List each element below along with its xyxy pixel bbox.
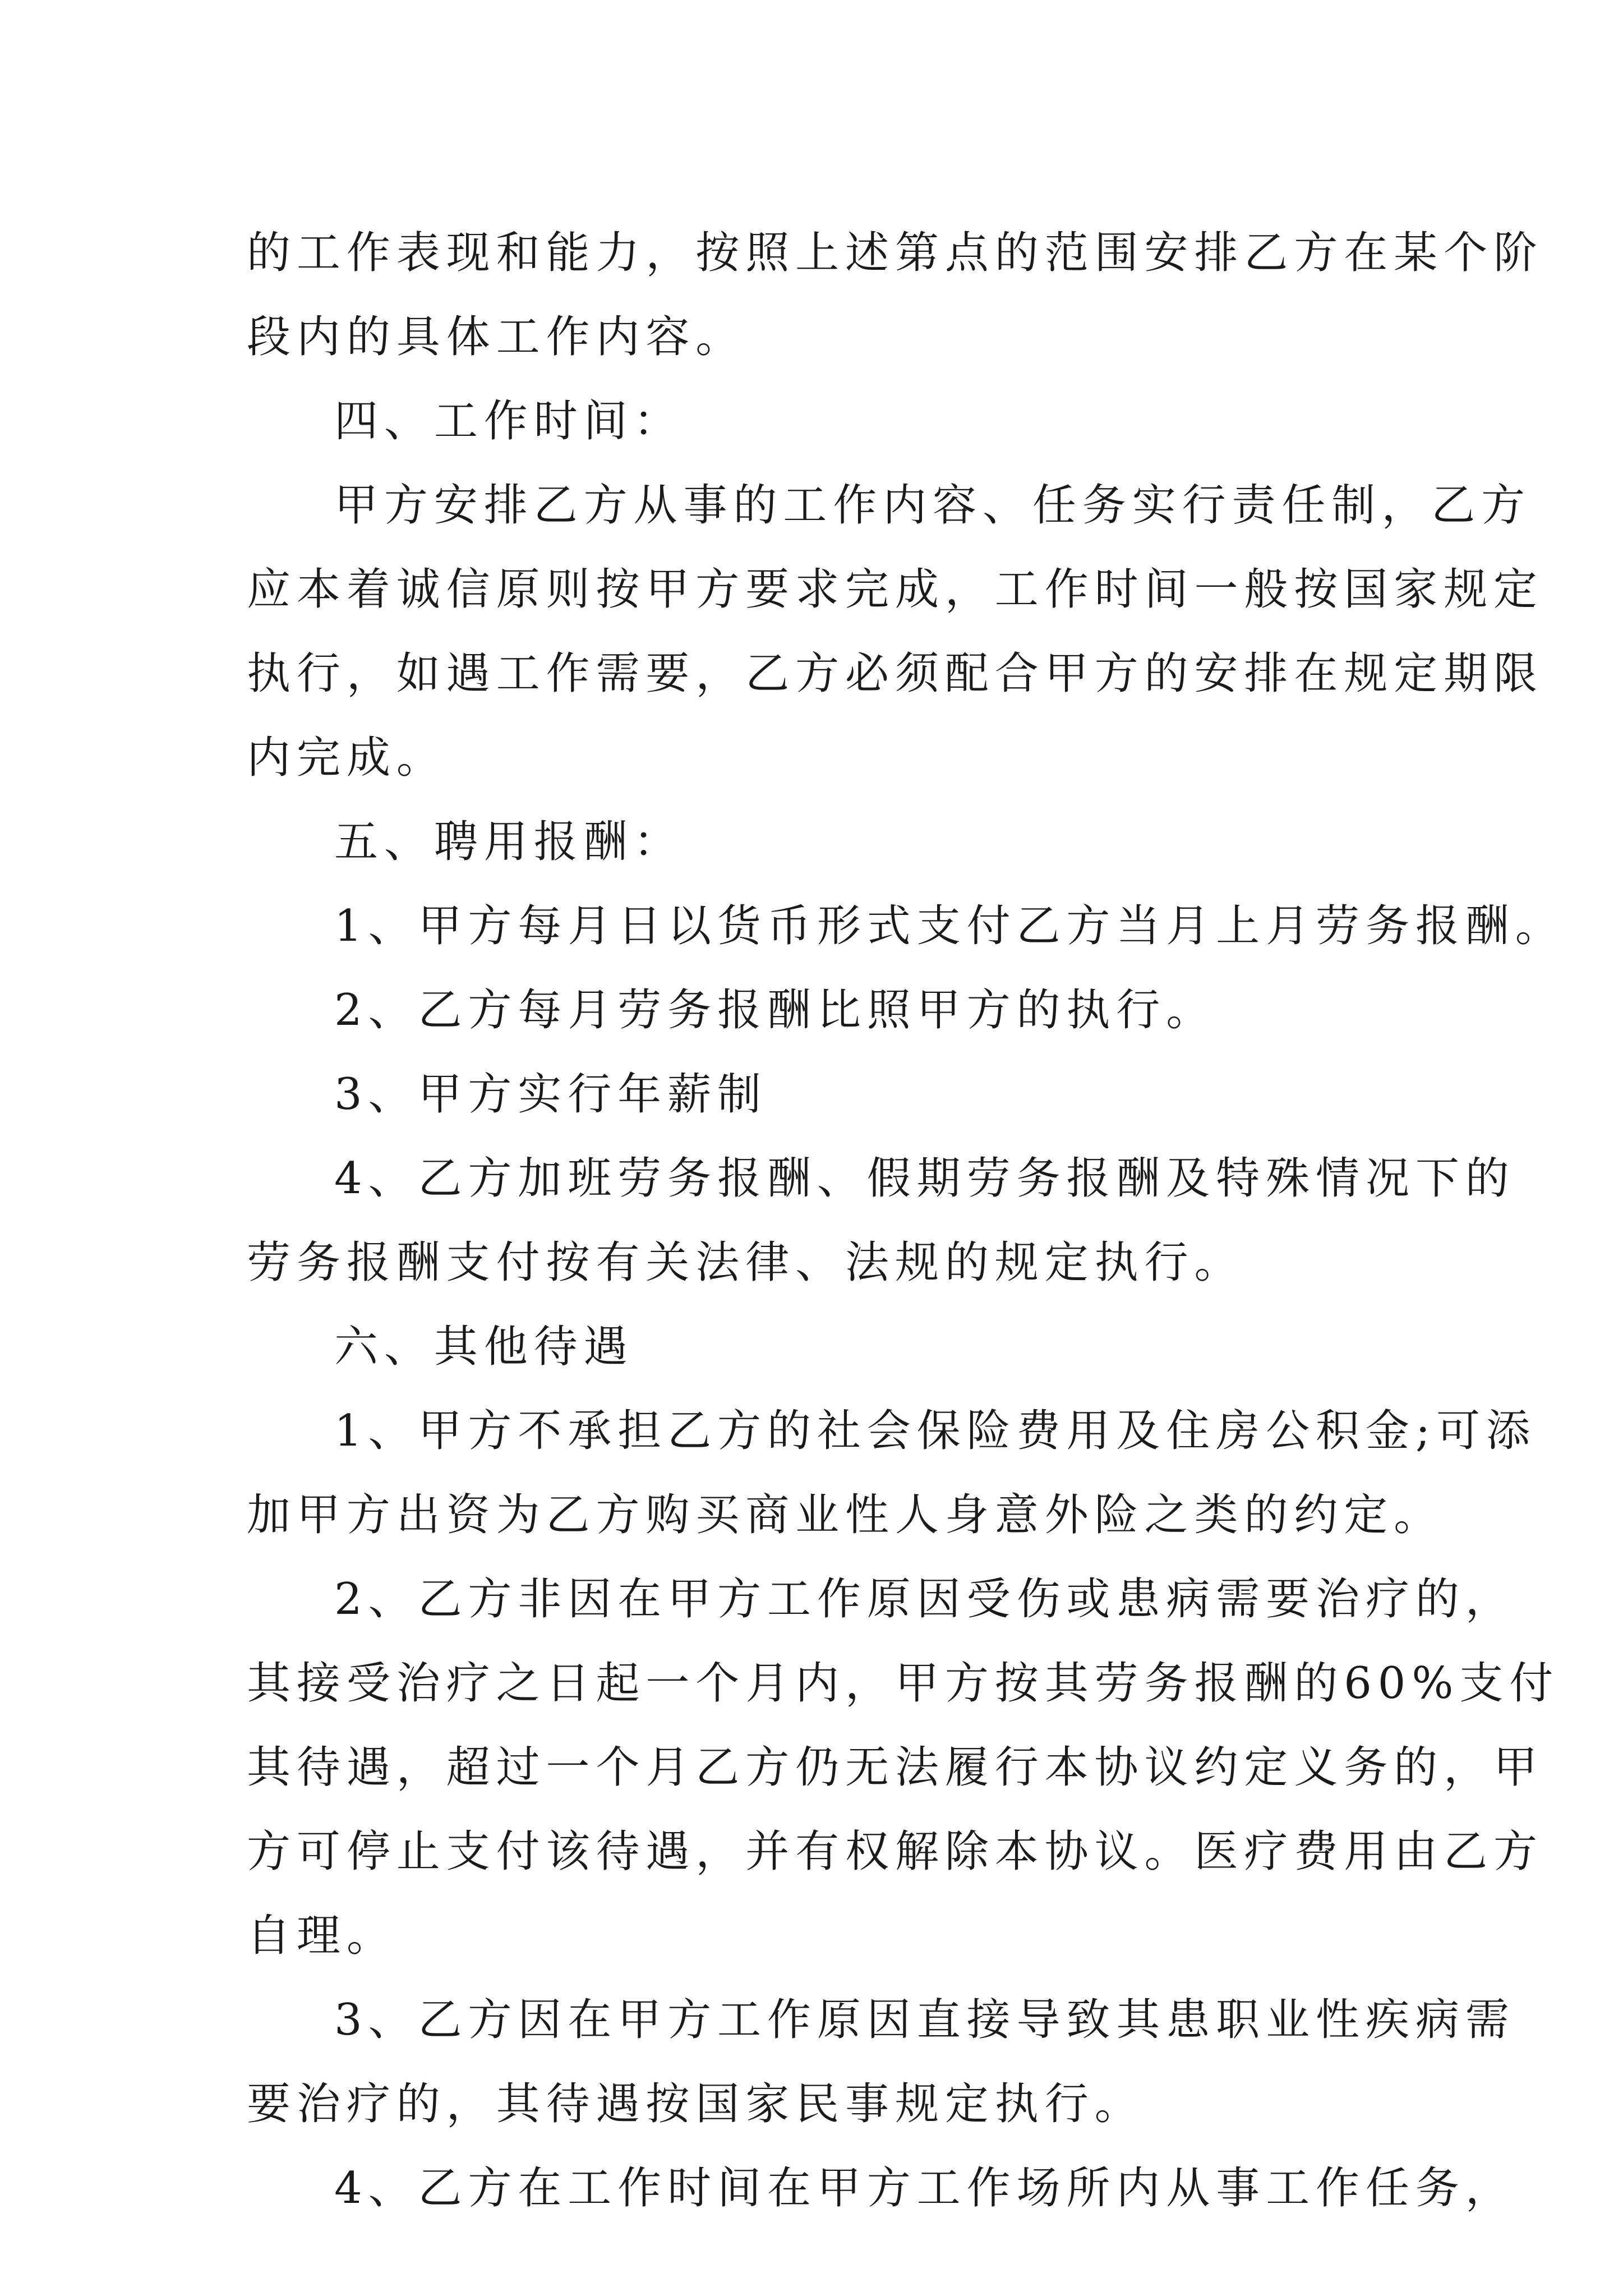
text-line: 加甲方出资为乙方购买商业性人身意外险之类的约定。: [247, 1490, 1444, 1540]
text-line: 方可停止支付该待遇，并有权解除本协议。医疗费用由乙方: [247, 1826, 1543, 1877]
text-line: 其接受治疗之日起一个月内，甲方按其劳务报酬的60%支付: [247, 1658, 1560, 1709]
text-line: 执行，如遇工作需要，乙方必须配合甲方的安排在规定期限: [247, 648, 1543, 699]
text-line: 2、乙方非因在甲方工作原因受伤或患病需要治疗的，: [334, 1574, 1515, 1625]
section-heading: 四、工作时间：: [334, 396, 684, 447]
text-line: 1、甲方每月日以货币形式支付乙方当月上月劳务报酬。: [334, 901, 1565, 951]
text-line: 应本着诚信原则按甲方要求完成，工作时间一般按国家规定: [247, 564, 1543, 615]
text-line: 3、甲方实行年薪制: [334, 1069, 767, 1120]
text-line: 3、乙方因在甲方工作原因直接导致其患职业性疾病需: [334, 1995, 1515, 2045]
text-line: 自理。: [247, 1911, 396, 1961]
section-heading: 六、其他待遇: [334, 1322, 634, 1372]
text-line: 其待遇，超过一个月乙方仍无法履行本协议约定义务的，甲: [247, 1742, 1543, 1793]
text-line: 1、甲方不承担乙方的社会保险费用及住房公积金;可添: [334, 1406, 1536, 1456]
document-body: [247, 211, 1565, 2230]
text-line: 甲方安排乙方从事的工作内容、任务实行责任制，乙方: [334, 480, 1532, 531]
text-line: 的工作表现和能力，按照上述第点的范围安排乙方在某个阶: [247, 228, 1543, 278]
text-line: 段内的具体工作内容。: [247, 312, 746, 362]
text-line: 要治疗的，其待遇按国家民事规定执行。: [247, 2079, 1145, 2129]
section-heading: 五、聘用报酬：: [334, 817, 684, 867]
text-line: 4、乙方在工作时间在甲方工作场所内从事工作任务，: [334, 2163, 1515, 2214]
text-line: 4、乙方加班劳务报酬、假期劳务报酬及特殊情况下的: [334, 1153, 1515, 1204]
text-line: 内完成。: [247, 733, 446, 783]
text-line: 劳务报酬支付按有关法律、法规的规定执行。: [247, 1237, 1244, 1288]
text-line: 2、乙方每月劳务报酬比照甲方的执行。: [334, 985, 1216, 1036]
